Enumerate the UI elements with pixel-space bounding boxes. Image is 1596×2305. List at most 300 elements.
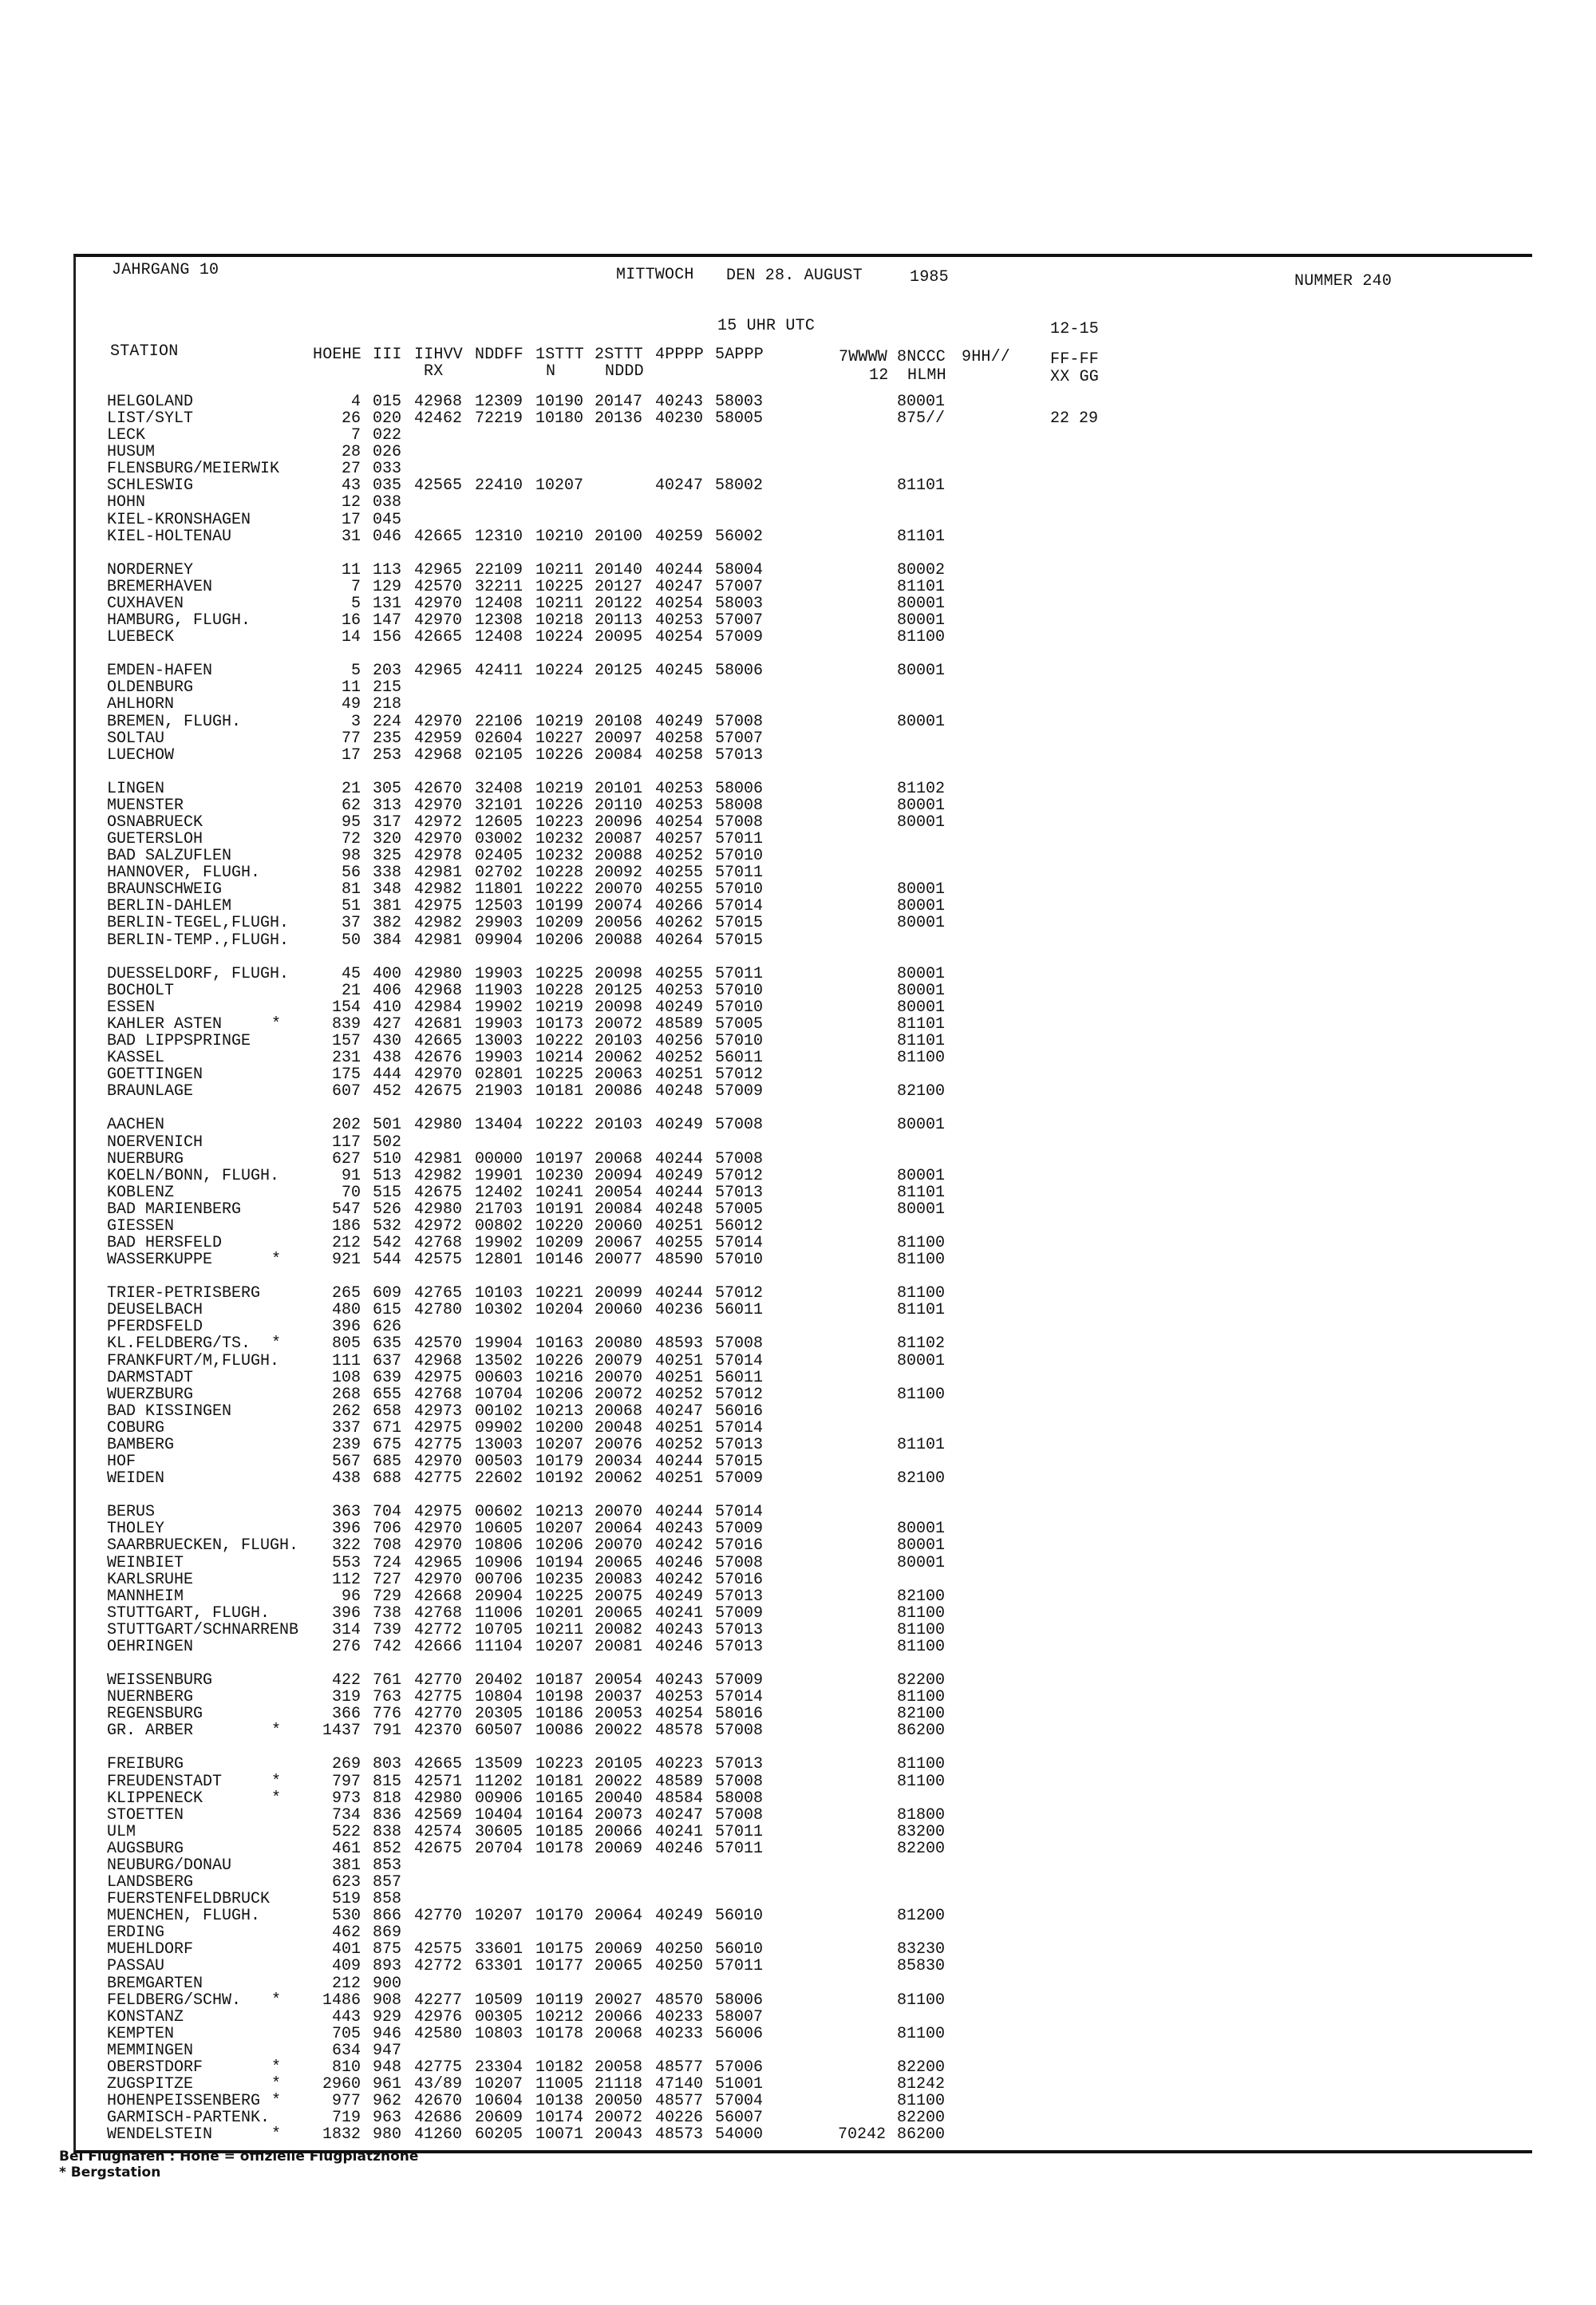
- group-5appp: 57009: [715, 1082, 764, 1101]
- iihvv: 42973: [414, 1402, 463, 1421]
- group-2sttt: 20092: [595, 864, 643, 883]
- table-row: [0, 494, 1596, 511]
- hoehe: 98: [341, 847, 361, 866]
- table-row: [0, 1370, 1596, 1386]
- table-row: [0, 579, 1596, 595]
- hoehe: 627: [331, 1149, 361, 1168]
- group-8nccc: 80001: [897, 712, 946, 731]
- table-row: [0, 999, 1596, 1016]
- hoehe: 443: [331, 2007, 361, 2026]
- group-5appp: 57014: [715, 1503, 764, 1522]
- table-row: [0, 1470, 1596, 1487]
- group-1sttt: 10071: [535, 2125, 584, 2145]
- iihvv: 42959: [414, 729, 463, 748]
- table-row: [0, 1572, 1596, 1588]
- iii: 853: [373, 1856, 402, 1875]
- group-1sttt: 10201: [535, 1603, 584, 1623]
- station-name: BAD MARIENBERG: [107, 1200, 242, 1219]
- group-1sttt: 10211: [535, 560, 584, 579]
- nddff: 12605: [475, 813, 523, 832]
- iii: 501: [373, 1116, 402, 1135]
- station-name: WUERZBURG: [107, 1385, 194, 1404]
- station-name: MUENSTER: [107, 796, 184, 815]
- group-4pppp: 40248: [655, 1200, 704, 1219]
- group-1sttt: 10181: [535, 1772, 584, 1791]
- table-row: [0, 814, 1596, 831]
- group-2sttt: 20048: [595, 1418, 643, 1437]
- nddff: 12308: [475, 611, 523, 631]
- group-2sttt: 20100: [595, 527, 643, 546]
- hoehe: 977: [331, 2092, 361, 2111]
- group-2sttt: 20072: [595, 1385, 643, 1404]
- group-2sttt: 20083: [595, 1570, 643, 1589]
- group-2sttt: 20099: [595, 1284, 643, 1303]
- group-4pppp: 40251: [655, 1418, 704, 1437]
- table-row: [0, 881, 1596, 898]
- group-2sttt: 20068: [595, 1402, 643, 1421]
- iii: 671: [373, 1418, 402, 1437]
- iihvv: 42980: [414, 964, 463, 983]
- iii: 836: [373, 1805, 402, 1825]
- iii: 962: [373, 2092, 402, 2111]
- group-8nccc: 82200: [897, 1839, 946, 1858]
- nddff: 29903: [475, 914, 523, 933]
- group-5appp: 57016: [715, 1536, 764, 1556]
- nddff: 19903: [475, 964, 523, 983]
- hoehe: 623: [331, 1873, 361, 1892]
- group-4pppp: 48573: [655, 2125, 704, 2145]
- group-1sttt: 10224: [535, 628, 584, 647]
- hoehe: 56: [341, 864, 361, 883]
- iii: 131: [373, 594, 402, 613]
- group-1sttt: 10222: [535, 1032, 584, 1051]
- iihvv: 42775: [414, 1469, 463, 1489]
- group-2sttt: 20076: [595, 1435, 643, 1454]
- nddff: 11801: [475, 880, 523, 899]
- hoehe: 337: [331, 1418, 361, 1437]
- group-2sttt: 20068: [595, 2024, 643, 2043]
- group-1sttt: 10206: [535, 1385, 584, 1404]
- nddff: 19902: [475, 1234, 523, 1252]
- hoehe: 3: [350, 712, 361, 731]
- hoehe: 553: [331, 1553, 361, 1572]
- group-4pppp: 40242: [655, 1570, 704, 1589]
- group-8nccc: 81100: [897, 2092, 946, 2111]
- group-1sttt: 10190: [535, 393, 584, 411]
- group-8nccc: 81101: [897, 527, 946, 546]
- col-ff-sub: XX GG: [1050, 368, 1100, 386]
- station-name: MUENCHEN, FLUGH.: [107, 1907, 261, 1926]
- table-row: [0, 1588, 1596, 1605]
- nddff: 00706: [475, 1570, 523, 1589]
- iihvv: 42571: [414, 1772, 463, 1791]
- group-1sttt: 10186: [535, 1705, 584, 1724]
- group-5appp: 57010: [715, 998, 764, 1017]
- table-row: [0, 1066, 1596, 1083]
- station-name: BRAUNLAGE: [107, 1082, 194, 1101]
- group-1sttt: 10206: [535, 1536, 584, 1556]
- station-name: LANDSBERG: [107, 1873, 194, 1892]
- group-1sttt: 10165: [535, 1789, 584, 1808]
- table-row: [0, 1605, 1596, 1622]
- iihvv: 42975: [414, 1503, 463, 1522]
- hoehe: 530: [331, 1907, 361, 1926]
- nddff: 20609: [475, 2109, 523, 2128]
- group-5appp: 56011: [715, 1301, 764, 1320]
- hoehe: 734: [331, 1805, 361, 1825]
- nddff: 00102: [475, 1402, 523, 1421]
- iii: 635: [373, 1334, 402, 1354]
- station-name: AUGSBURG: [107, 1839, 184, 1858]
- hoehe: 705: [331, 2024, 361, 2043]
- iihvv: 42965: [414, 662, 463, 681]
- station-name: HOHENPEISSENBERG: [107, 2092, 261, 2111]
- table-row: [0, 1302, 1596, 1319]
- station-name: NEUBURG/DONAU: [107, 1856, 232, 1875]
- group-2sttt: 20122: [595, 594, 643, 613]
- table-row: [0, 477, 1596, 494]
- nddff: 12408: [475, 594, 523, 613]
- group-1sttt: 10179: [535, 1453, 584, 1472]
- iihvv: 42970: [414, 796, 463, 815]
- hoehe: 212: [331, 1234, 361, 1252]
- iii: 033: [373, 460, 402, 479]
- group-4pppp: 40244: [655, 560, 704, 579]
- hoehe: 51: [341, 897, 361, 916]
- group-5appp: 57014: [715, 1234, 764, 1252]
- station-name: BERLIN-TEGEL,FLUGH.: [107, 914, 290, 933]
- table-row: [0, 1403, 1596, 1420]
- group-5appp: 57012: [715, 1385, 764, 1404]
- iihvv: 42970: [414, 830, 463, 849]
- iii: 215: [373, 678, 402, 698]
- group-5appp: 57013: [715, 1435, 764, 1454]
- table-row: [0, 410, 1596, 427]
- nddff: 72219: [475, 409, 523, 429]
- table-row: [0, 1386, 1596, 1403]
- table-row: [0, 562, 1596, 579]
- nddff: 19903: [475, 1049, 523, 1068]
- group-4pppp: 40242: [655, 1536, 704, 1556]
- group-8nccc: 80001: [897, 1166, 946, 1185]
- nddff: 12309: [475, 393, 523, 411]
- station-name: MUEHLDORF: [107, 1940, 194, 1959]
- group-4pppp: 40253: [655, 611, 704, 631]
- station-name: PFERDSFELD: [107, 1318, 203, 1337]
- group-4pppp: 48593: [655, 1334, 704, 1354]
- nddff: 10509: [475, 1991, 523, 2010]
- hoehe: 11: [341, 678, 361, 698]
- hoehe: 14: [341, 628, 361, 647]
- group-2sttt: 20125: [595, 981, 643, 1000]
- group-8nccc: 80001: [897, 1520, 946, 1539]
- table-row: [0, 1235, 1596, 1251]
- station-name: ERDING: [107, 1923, 165, 1943]
- nddff: 02702: [475, 864, 523, 883]
- iii: 542: [373, 1234, 402, 1252]
- group-1sttt: 10226: [535, 745, 584, 765]
- iii: 727: [373, 1570, 402, 1589]
- iihvv: 42370: [414, 1722, 463, 1741]
- iihvv: 42968: [414, 393, 463, 411]
- iii: 791: [373, 1722, 402, 1741]
- nddff: 33601: [475, 1940, 523, 1959]
- iii: 961: [373, 2075, 402, 2093]
- group-5appp: 57011: [715, 1839, 764, 1858]
- nddff: 13003: [475, 1032, 523, 1051]
- group-4pppp: 40255: [655, 880, 704, 899]
- hoehe: 212: [331, 1974, 361, 1993]
- iii: 235: [373, 729, 402, 748]
- hoehe: 797: [331, 1772, 361, 1791]
- table-row: [0, 898, 1596, 915]
- group-8nccc: 81100: [897, 1385, 946, 1404]
- group-8nccc: 80001: [897, 1200, 946, 1219]
- nddff: 19902: [475, 998, 523, 1017]
- iii: 947: [373, 2041, 402, 2060]
- hoehe: 607: [331, 1082, 361, 1101]
- group-4pppp: 40249: [655, 998, 704, 1017]
- nddff: 11903: [475, 981, 523, 1000]
- hoehe: 805: [331, 1334, 361, 1354]
- hoehe: 519: [331, 1890, 361, 1909]
- iii: 815: [373, 1772, 402, 1791]
- col-8nccc: 8NCCC: [897, 348, 946, 366]
- hoehe: 157: [331, 1032, 361, 1051]
- iii: 742: [373, 1637, 402, 1656]
- group-2sttt: 20064: [595, 1520, 643, 1539]
- table-row: [0, 864, 1596, 881]
- group-5appp: 57008: [715, 1805, 764, 1825]
- iihvv: 42768: [414, 1385, 463, 1404]
- group-5appp: 57015: [715, 931, 764, 950]
- group-5appp: 57007: [715, 729, 764, 748]
- iii: 857: [373, 1873, 402, 1892]
- group-1sttt: 10224: [535, 662, 584, 681]
- period-label: 12-15: [1050, 320, 1100, 338]
- group-8nccc: 81200: [897, 1907, 946, 1926]
- table-row: [0, 612, 1596, 629]
- iii: 452: [373, 1082, 402, 1101]
- group-8nccc: 81100: [897, 1049, 946, 1068]
- group-8nccc: 80001: [897, 594, 946, 613]
- group-1sttt: 10178: [535, 1839, 584, 1858]
- table-row: [0, 679, 1596, 696]
- iihvv: 42972: [414, 1216, 463, 1236]
- group-8nccc: 80001: [897, 662, 946, 681]
- iii: 708: [373, 1536, 402, 1556]
- group-5appp: 57011: [715, 830, 764, 849]
- station-name: OBERSTDORF: [107, 2058, 203, 2077]
- nddff: 00305: [475, 2007, 523, 2026]
- nddff: 10302: [475, 1301, 523, 1320]
- group-8nccc: 81100: [897, 1251, 946, 1270]
- iii: 406: [373, 981, 402, 1000]
- iihvv: 42970: [414, 1066, 463, 1085]
- table-row: [0, 714, 1596, 730]
- group-8nccc: 81100: [897, 1284, 946, 1303]
- group-2sttt: 20072: [595, 2109, 643, 2128]
- group-7wwww: 70242: [838, 2125, 887, 2145]
- group-2sttt: 20054: [595, 1671, 643, 1690]
- iihvv: 42765: [414, 1284, 463, 1303]
- group-8nccc: 81100: [897, 1688, 946, 1707]
- group-5appp: 57008: [715, 813, 764, 832]
- group-4pppp: 40244: [655, 1149, 704, 1168]
- table-row: [0, 1353, 1596, 1370]
- iii: 639: [373, 1368, 402, 1387]
- iihvv: 42768: [414, 1603, 463, 1623]
- hoehe: 21: [341, 779, 361, 798]
- station-name: STUTTGART, FLUGH.: [107, 1603, 271, 1623]
- group-2sttt: 20075: [595, 1587, 643, 1606]
- group-1sttt: 10207: [535, 1520, 584, 1539]
- group-2sttt: 20064: [595, 1907, 643, 1926]
- iii: 218: [373, 695, 402, 714]
- group-2sttt: 20065: [595, 1603, 643, 1623]
- hoehe: 95: [341, 813, 361, 832]
- iii: 384: [373, 931, 402, 950]
- iii: 317: [373, 813, 402, 832]
- nddff: 10804: [475, 1688, 523, 1707]
- iii: 763: [373, 1688, 402, 1707]
- col-8nccc-sub: HLMH: [907, 366, 946, 385]
- col-iihvv: IIHVV: [414, 346, 464, 364]
- group-8nccc: 80001: [897, 964, 946, 983]
- nddff: 60205: [475, 2125, 523, 2145]
- group-1sttt: 10232: [535, 830, 584, 849]
- group-2sttt: 20060: [595, 1216, 643, 1236]
- iii: 224: [373, 712, 402, 731]
- group-2sttt: 20022: [595, 1722, 643, 1741]
- iii: 430: [373, 1032, 402, 1051]
- nddff: 20402: [475, 1671, 523, 1690]
- group-5appp: 57011: [715, 1957, 764, 1976]
- iihvv: 42768: [414, 1234, 463, 1252]
- nddff: 32408: [475, 779, 523, 798]
- station-name: BREMGARTEN: [107, 1974, 203, 1993]
- iii: 609: [373, 1284, 402, 1303]
- iii: 338: [373, 864, 402, 883]
- group-8nccc: 83230: [897, 1940, 946, 1959]
- group-1sttt: 10146: [535, 1251, 584, 1270]
- iii: 427: [373, 1014, 402, 1034]
- iihvv: 42984: [414, 998, 463, 1017]
- nddff: 10806: [475, 1536, 523, 1556]
- station-name: BERLIN-DAHLEM: [107, 897, 232, 916]
- station-name: GOETTINGEN: [107, 1066, 203, 1085]
- group-5appp: 57008: [715, 1334, 764, 1354]
- iii: 818: [373, 1789, 402, 1808]
- table-row: [0, 461, 1596, 477]
- nddff: 10604: [475, 2092, 523, 2111]
- station-name: OEHRINGEN: [107, 1637, 194, 1656]
- iii: 908: [373, 1991, 402, 2010]
- hoehe: 31: [341, 527, 361, 546]
- station-name: LIST/SYLT: [107, 409, 194, 429]
- table-row: [0, 1975, 1596, 1992]
- hoehe: 17: [341, 510, 361, 529]
- group-1sttt: 10200: [535, 1418, 584, 1437]
- iii: 382: [373, 914, 402, 933]
- hoehe: 17: [341, 745, 361, 765]
- group-1sttt: 10119: [535, 1991, 584, 2010]
- group-1sttt: 10210: [535, 527, 584, 546]
- iii: 544: [373, 1251, 402, 1270]
- iii: 776: [373, 1705, 402, 1724]
- iihvv: 42970: [414, 1520, 463, 1539]
- hoehe: 16: [341, 611, 361, 631]
- group-5appp: 57009: [715, 1469, 764, 1489]
- group-5appp: 56002: [715, 527, 764, 546]
- iihvv: 42675: [414, 1082, 463, 1101]
- iihvv: 42775: [414, 2058, 463, 2077]
- nddff: 02604: [475, 729, 523, 748]
- station-name: BOCHOLT: [107, 981, 175, 1000]
- table-row: [0, 2126, 1596, 2143]
- group-5appp: 58016: [715, 1705, 764, 1724]
- iii: 022: [373, 426, 402, 445]
- table-row: [0, 1504, 1596, 1520]
- station-name: BAD LIPPSPRINGE: [107, 1032, 251, 1051]
- group-8nccc: 81102: [897, 779, 946, 798]
- nddff: 22602: [475, 1469, 523, 1489]
- group-8nccc: 80001: [897, 393, 946, 411]
- group-4pppp: 40251: [655, 1469, 704, 1489]
- group-5appp: 57013: [715, 1587, 764, 1606]
- footnote-mountain-station: * Bergstation: [59, 2165, 161, 2180]
- nddff: 10103: [475, 1284, 523, 1303]
- iii: 410: [373, 998, 402, 1017]
- group-4pppp: 40251: [655, 1216, 704, 1236]
- station-name: SAARBRUECKEN, FLUGH.: [107, 1536, 299, 1556]
- iihvv: 42965: [414, 1553, 463, 1572]
- nddff: 11104: [475, 1637, 523, 1656]
- mountain-marker: *: [271, 2125, 282, 2145]
- table-row: [0, 1437, 1596, 1453]
- hoehe: 50: [341, 931, 361, 950]
- nddff: 12310: [475, 527, 523, 546]
- group-1sttt: 10211: [535, 1620, 584, 1639]
- station-name: STUTTGART/SCHNARRENB: [107, 1620, 299, 1639]
- group-1sttt: 10222: [535, 880, 584, 899]
- group-2sttt: 20070: [595, 1536, 643, 1556]
- table-row: [0, 2026, 1596, 2042]
- nddff: 60507: [475, 1722, 523, 1741]
- table-row: [0, 2076, 1596, 2093]
- iihvv: 42982: [414, 880, 463, 899]
- iii: 893: [373, 1957, 402, 1976]
- group-4pppp: 40251: [655, 1368, 704, 1387]
- iihvv: 42569: [414, 1805, 463, 1825]
- nddff: 10207: [475, 1907, 523, 1926]
- hoehe: 396: [331, 1520, 361, 1539]
- iii: 875: [373, 1940, 402, 1959]
- table-row: [0, 1134, 1596, 1151]
- iii: 900: [373, 1974, 402, 1993]
- col-9hh: 9HH//: [962, 348, 1011, 366]
- table-row: [0, 595, 1596, 612]
- iihvv: 42970: [414, 712, 463, 731]
- iii: 675: [373, 1435, 402, 1454]
- station-name: GUETERSLOH: [107, 830, 203, 849]
- table-row: [0, 1807, 1596, 1824]
- year-label: 1985: [910, 268, 949, 287]
- group-1sttt: 10213: [535, 1503, 584, 1522]
- group-4pppp: 40250: [655, 1940, 704, 1959]
- nddff: 22410: [475, 476, 523, 496]
- group-5appp: 57014: [715, 1418, 764, 1437]
